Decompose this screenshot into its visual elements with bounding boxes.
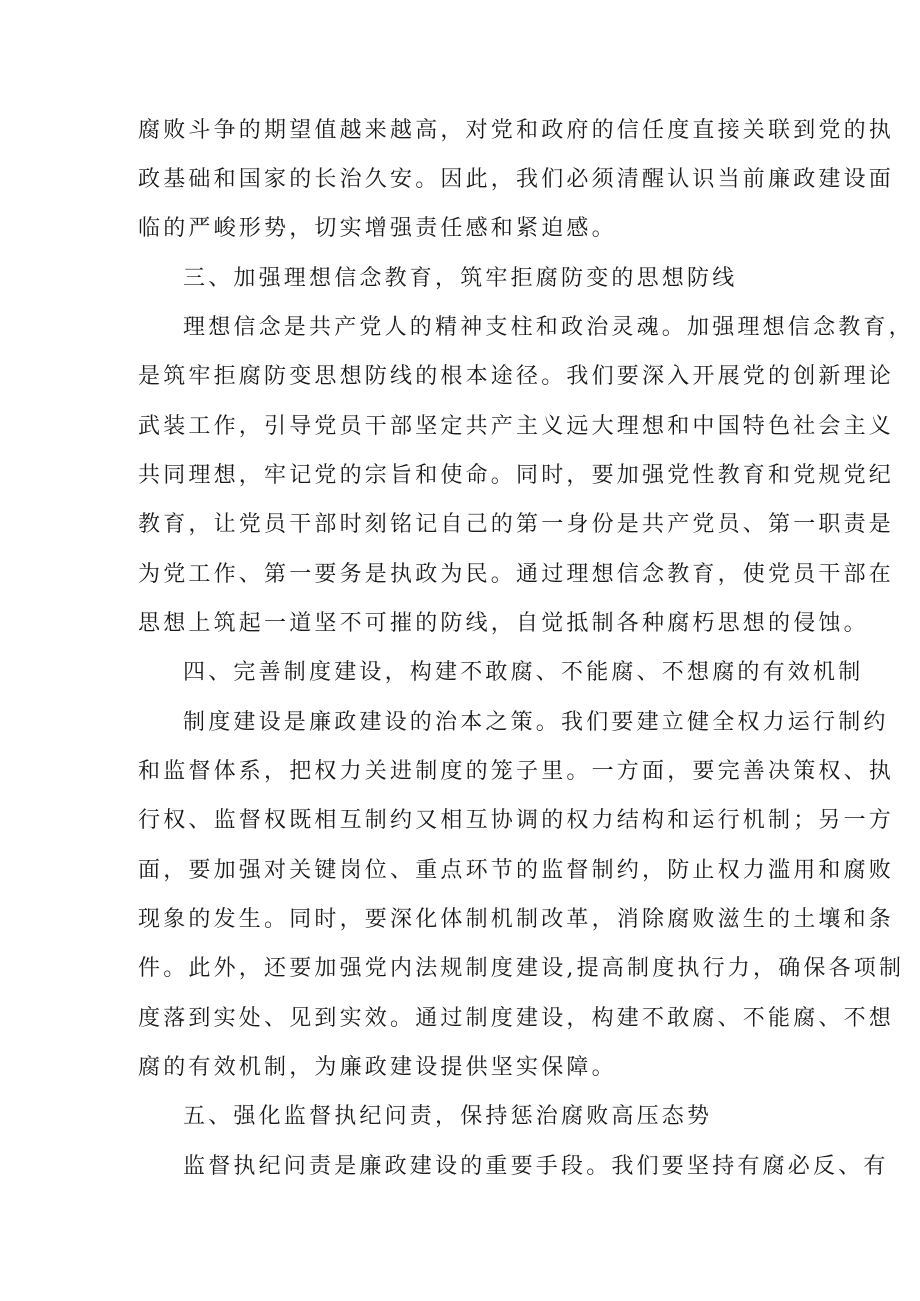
body-line: 面，要加强对关键岗位、重点环节的监督制约，防止权力滥用和腐败: [138, 858, 895, 883]
body-line: 政基础和国家的长治久安。因此，我们必须清醒认识当前廉政建设面: [138, 167, 895, 192]
body-line: 度落到实处、见到实效。通过制度建设，构建不敢腐、不能腐、不想: [138, 1006, 895, 1031]
body-line: 件。此外，还要加强党内法规制度建设,提高制度执行力，确保各项制: [138, 956, 905, 981]
section-heading-4: 四、完善制度建设，构建不敢腐、不能腐、不想腐的有效机制: [183, 660, 864, 685]
body-line: 制度建设是廉政建设的治本之策。我们要建立健全权力运行制约: [183, 710, 889, 735]
body-line: 思想上筑起一道坚不可摧的防线，自觉抵制各种腐朽思想的侵蚀。: [138, 611, 869, 636]
body-line: 腐的有效机制，为廉政建设提供坚实保障。: [138, 1055, 617, 1080]
body-line: 是筑牢拒腐防变思想防线的根本途径。我们要深入开展党的创新理论: [138, 364, 895, 389]
section-heading-5: 五、强化监督执纪问责，保持惩治腐败高压态势: [183, 1104, 713, 1129]
section-heading-3: 三、加强理想信念教育，筑牢拒腐防变的思想防线: [183, 266, 738, 291]
body-line: 现象的发生。同时，要深化体制机制改革，消除腐败滋生的土壤和条: [138, 907, 895, 932]
body-line: 行权、监督权既相互制约又相互协调的权力结构和运行机制；另一方: [138, 808, 895, 833]
body-line: 和监督体系，把权力关进制度的笼子里。一方面，要完善决策权、执: [138, 759, 895, 784]
body-line: 理想信念是共产党人的精神支柱和政治灵魂。加强理想信念教育，: [183, 315, 914, 340]
body-line: 临的严峻形势，切实增强责任感和紧迫感。: [138, 216, 617, 241]
body-line: 武装工作，引导党员干部坚定共产主义远大理想和中国特色社会主义: [138, 414, 895, 439]
body-line: 教育，让党员干部时刻铭记自己的第一身份是共产党员、第一职责是: [138, 512, 895, 537]
body-line: 为党工作、第一要务是执政为民。通过理想信念教育，使党员干部在: [138, 562, 895, 587]
body-line: 共同理想，牢记党的宗旨和使命。同时，要加强党性教育和党规党纪: [138, 463, 895, 488]
body-line: 监督执纪问责是廉政建设的重要手段。我们要坚持有腐必反、有: [183, 1154, 889, 1179]
body-line: 腐败斗争的期望值越来越高，对党和政府的信任度直接关联到党的执: [138, 118, 895, 143]
